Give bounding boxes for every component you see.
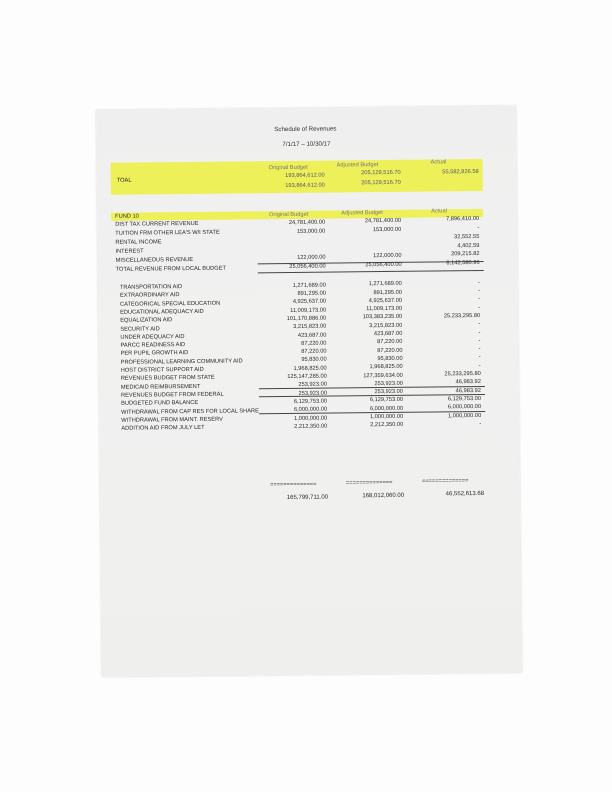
row-actual: - [478, 346, 481, 353]
row-original: 24,781,400.00 [288, 219, 326, 226]
row-actual: 32,552.55 [454, 233, 480, 241]
row-actual: - [478, 354, 481, 361]
row-actual: - [477, 287, 480, 295]
grand-total-actual: 46,552,613.68 [445, 490, 485, 498]
row-label: REVENUES BUDGET FROM STATE [120, 375, 215, 383]
row-adjusted: 253,923.00 [374, 380, 403, 387]
row-original: 253,923.00 [298, 390, 328, 397]
row-actual: - [478, 321, 481, 328]
row-label: MISCELLANEOUS REVENUE [115, 256, 194, 264]
row-original: 6,129,753.00 [293, 398, 328, 405]
fund-header-original: Original Budget [269, 211, 309, 219]
row-actual: 209,215.82 [451, 250, 480, 258]
row-label: UNDER ADEQUACY AID [120, 333, 185, 341]
row-adjusted: 103,383,235.00 [362, 314, 403, 321]
row-adjusted: 423,687.00 [373, 330, 403, 338]
row-adjusted: 891,295.00 [373, 289, 402, 296]
row-actual: - [479, 420, 482, 427]
row-original: 1,000,000.00 [293, 415, 328, 422]
row-original: 1,968,825.00 [293, 365, 327, 372]
row-original: 122,000.00 [297, 254, 326, 261]
row-label: ADDITION AID FROM JULY LET [121, 424, 205, 432]
row-actual: 6,129,753.00 [447, 395, 482, 403]
total-header-actual: Actual [430, 159, 447, 166]
row-original: 101,170,886.00 [286, 315, 327, 322]
row-adjusted: 253,923.00 [374, 388, 404, 396]
row-label: PROFESSIONAL LEARNING COMMUNITY AID [120, 358, 243, 366]
row-label: EQUALIZATION AID [120, 317, 173, 324]
row-actual: 25,233,295.80 [443, 312, 481, 320]
row-label: SECURITY AID [120, 325, 160, 333]
row-label: RENTAL INCOME [115, 239, 162, 246]
row-adjusted: 25,056,400.00 [365, 261, 402, 269]
row-actual: - [478, 337, 481, 344]
total-header-original: Original Budget [268, 164, 308, 172]
fund-header-actual: Actual [431, 208, 447, 215]
total-actual: 55,582,826.58 [442, 168, 479, 176]
row-actual: 4,402.59 [457, 242, 480, 250]
row-actual: 25,233,295.80 [444, 370, 481, 378]
row-label: CATEGORICAL SPECIAL EDUCATION [120, 300, 221, 308]
row-label: WITHDRAWAL FROM MAINT. RESERV [121, 416, 223, 424]
row-adjusted: 87,220.00 [377, 339, 403, 346]
grand-total-adjusted: 168,012,060.00 [362, 492, 405, 500]
grand-separator-actual: ============== [421, 478, 469, 485]
row-adjusted: 3,215,823.00 [369, 322, 403, 329]
row-actual: - [478, 296, 481, 303]
row-adjusted: 11,009,173.00 [366, 305, 403, 313]
row-actual: 7,896,410.00 [445, 215, 480, 223]
row-adjusted: 6,000,000.00 [369, 405, 404, 412]
row-label: TUITION FRM OTHER LEA'S W/I STATE [115, 229, 220, 237]
row-adjusted: 1,000,000.00 [369, 413, 404, 421]
paper-sheet [96, 106, 522, 677]
grand-separator-original: ============== [269, 481, 317, 489]
row-label: TRANSPORTATION AID [119, 284, 183, 291]
row-adjusted: 153,000.00 [372, 226, 402, 234]
fund-label: FUND 10 [115, 213, 139, 220]
schedule-document [96, 106, 522, 677]
row-actual: 8,142,580.96 [446, 259, 480, 267]
row-original: 1,271,689.00 [292, 282, 326, 289]
row-label: BUDGETED FUND BALANCE [121, 400, 199, 407]
row-actual: 6,000,000.00 [447, 404, 482, 411]
row-actual: 46,983.92 [455, 379, 481, 386]
row-adjusted: 122,000.00 [373, 252, 402, 260]
grand-separator-adjusted: ============== [345, 479, 393, 487]
row-adjusted: 2,212,350.00 [370, 422, 404, 429]
row-label: DIST TAX CURRENT REVENUE [115, 220, 199, 228]
row-original: 95,830.00 [301, 356, 327, 364]
row-original: 2,212,350.00 [294, 423, 328, 430]
total-header-adjusted: Adjusted Budget [336, 162, 379, 169]
row-adjusted: 1,271,689.00 [368, 280, 402, 288]
row-label: REVENUES BUDGET FROM FEDERAL [120, 391, 224, 399]
row-actual: 1,000,000.00 [447, 412, 482, 419]
row-original: 125,147,285.00 [287, 373, 327, 381]
total-original-1: 193,864,612.00 [285, 172, 325, 180]
row-original: 4,925,637.00 [292, 298, 327, 306]
row-actual: - [478, 362, 481, 369]
row-actual: - [478, 329, 481, 336]
row-adjusted: 4,925,637.00 [368, 297, 403, 304]
row-adjusted: 1,968,825.00 [369, 363, 403, 371]
row-adjusted: 6,129,753.00 [369, 397, 404, 404]
total-original-2: 193,864,612.00 [285, 182, 325, 190]
row-label: PARCC READINESS AID [120, 342, 186, 349]
total-adjusted-2: 205,129,516.70 [361, 179, 401, 187]
row-label: MEDICAID REIMBURSEMENT [120, 383, 201, 391]
row-actual: - [478, 304, 481, 311]
row-label: EDUCATIONAL ADEQUACY AID [120, 308, 204, 316]
row-actual: - [477, 224, 480, 232]
row-adjusted: 95,830.00 [377, 355, 403, 362]
document-title: Schedule of Revenues [274, 125, 337, 134]
row-original: 87,220.00 [301, 348, 327, 355]
row-label: WITHDRAWAL FROM CAP RES FOR LOCAL SHARE [121, 407, 259, 416]
row-actual: - [477, 279, 480, 286]
row-label: PER PUPIL GROWTH AID [120, 350, 189, 358]
row-label: HOST DISTRICT SUPPORT AID [120, 366, 204, 374]
fund-header-adjusted: Adjusted Budget [341, 210, 383, 217]
row-original: 11,009,173.00 [290, 307, 327, 314]
row-original: 3,215,823.00 [293, 323, 327, 331]
row-label: EXTRAORDINARY AID [119, 292, 180, 300]
row-adjusted: 24,781,400.00 [364, 217, 402, 225]
document-period: 7/1/17 – 10/30/17 [282, 140, 331, 149]
row-original: 891,295.00 [297, 290, 326, 297]
row-original: 253,923.00 [298, 381, 327, 389]
row-actual: 46,983.92 [455, 387, 481, 394]
row-label: TOTAL REVENUE FROM LOCAL BUDGET [115, 265, 226, 273]
total-label: TOAL [116, 177, 132, 184]
grand-total-original: 165,799,711.00 [286, 494, 329, 502]
row-original: 6,000,000.00 [293, 406, 328, 414]
row-label: INTEREST [115, 248, 144, 255]
row-adjusted: 127,359,634.00 [363, 372, 403, 379]
row-original: 423,687.00 [297, 332, 327, 339]
row-original: 25,056,400.00 [289, 263, 326, 270]
row-adjusted: 87,220.00 [377, 347, 403, 354]
row-original: 153,000.00 [296, 228, 326, 235]
total-adjusted-1: 205,129,516.70 [361, 169, 401, 177]
row-original: 87,220.00 [301, 340, 327, 347]
